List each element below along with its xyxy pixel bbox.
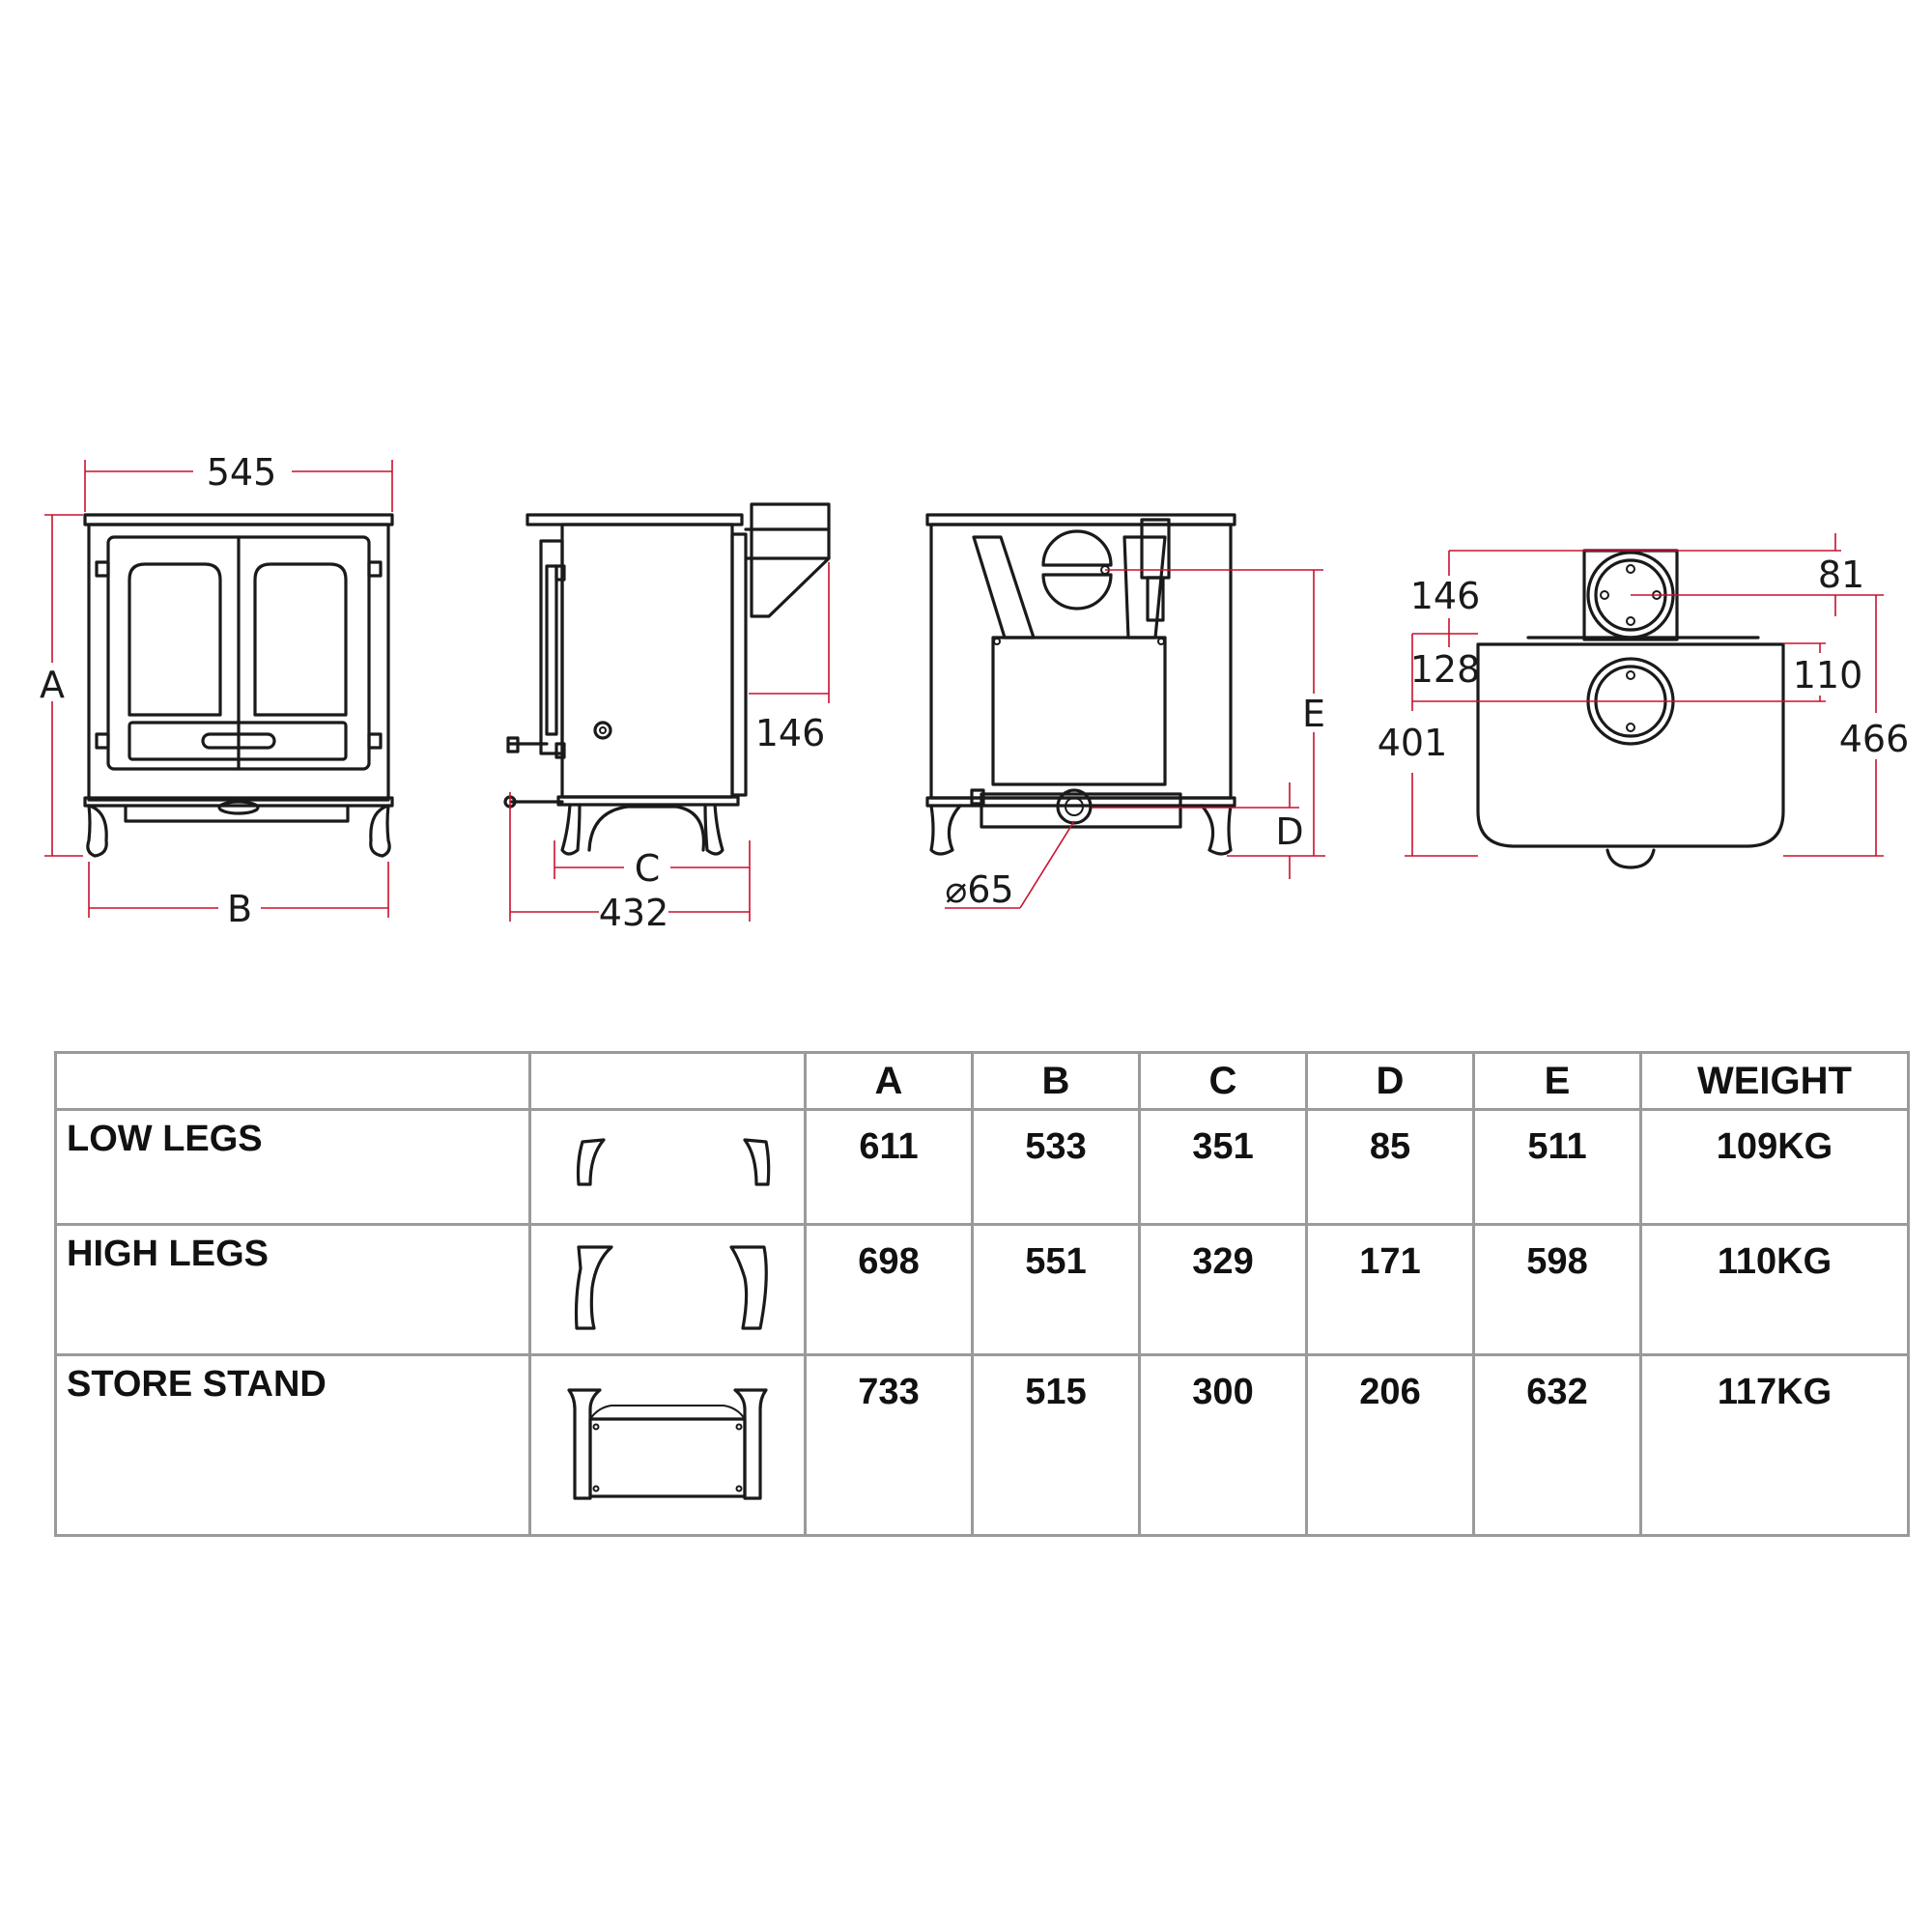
cell-weight: 117KG bbox=[1641, 1355, 1909, 1536]
dimension-diameter-65: ⌀65 bbox=[945, 868, 1014, 911]
row-label: STORE STAND bbox=[56, 1355, 530, 1536]
high-legs-image bbox=[530, 1225, 806, 1355]
table-header-row bbox=[56, 1053, 1909, 1110]
cell-d: 85 bbox=[1307, 1110, 1474, 1225]
cell-c: 300 bbox=[1140, 1355, 1307, 1536]
cell-c: 329 bbox=[1140, 1225, 1307, 1355]
header-blank-image bbox=[530, 1053, 806, 1110]
cell-a: 698 bbox=[806, 1225, 973, 1355]
header-c: C bbox=[1140, 1053, 1307, 1110]
cell-a: 611 bbox=[806, 1110, 973, 1225]
low-legs-image bbox=[530, 1110, 806, 1225]
cell-e: 632 bbox=[1474, 1355, 1641, 1536]
dimension-545: 545 bbox=[206, 451, 277, 494]
cell-d: 206 bbox=[1307, 1355, 1474, 1536]
cell-b: 551 bbox=[973, 1225, 1140, 1355]
dimension-401: 401 bbox=[1377, 722, 1448, 764]
rear-view bbox=[927, 515, 1235, 854]
cell-b: 533 bbox=[973, 1110, 1140, 1225]
dimension-146-side: 146 bbox=[754, 712, 826, 754]
dimension-128: 128 bbox=[1409, 648, 1481, 691]
dimension-466: 466 bbox=[1838, 718, 1910, 760]
table-row bbox=[56, 1110, 1909, 1225]
specifications-table bbox=[54, 1051, 1910, 1537]
dimension-label-a: A bbox=[40, 664, 65, 706]
table-row bbox=[56, 1225, 1909, 1355]
cell-weight: 110KG bbox=[1641, 1225, 1909, 1355]
header-blank-label bbox=[56, 1053, 530, 1110]
header-b: B bbox=[973, 1053, 1140, 1110]
dimension-label-d: D bbox=[1275, 810, 1304, 853]
table-row bbox=[56, 1355, 1909, 1536]
header-a: A bbox=[806, 1053, 973, 1110]
dimension-label-b: B bbox=[226, 888, 253, 930]
dimension-432: 432 bbox=[598, 892, 669, 934]
dimension-label-e: E bbox=[1301, 693, 1326, 735]
side-view bbox=[505, 504, 829, 854]
cell-e: 598 bbox=[1474, 1225, 1641, 1355]
header-d: D bbox=[1307, 1053, 1474, 1110]
cell-c: 351 bbox=[1140, 1110, 1307, 1225]
cell-a: 733 bbox=[806, 1355, 973, 1536]
dimension-81: 81 bbox=[1817, 554, 1865, 596]
cell-weight: 109KG bbox=[1641, 1110, 1909, 1225]
header-e: E bbox=[1474, 1053, 1641, 1110]
rear-dimensions bbox=[945, 570, 1325, 911]
top-view bbox=[1478, 551, 1783, 867]
front-view bbox=[85, 515, 392, 856]
dimension-110: 110 bbox=[1792, 654, 1863, 696]
header-weight: WEIGHT bbox=[1641, 1053, 1909, 1110]
row-label: HIGH LEGS bbox=[56, 1225, 530, 1355]
store-stand-image bbox=[530, 1355, 806, 1536]
cell-b: 515 bbox=[973, 1355, 1140, 1536]
top-dimensions bbox=[1378, 533, 1910, 856]
dimension-label-c: C bbox=[634, 847, 661, 890]
cell-d: 171 bbox=[1307, 1225, 1474, 1355]
cell-e: 511 bbox=[1474, 1110, 1641, 1225]
dimension-146-top: 146 bbox=[1409, 575, 1481, 617]
row-label: LOW LEGS bbox=[56, 1110, 530, 1225]
